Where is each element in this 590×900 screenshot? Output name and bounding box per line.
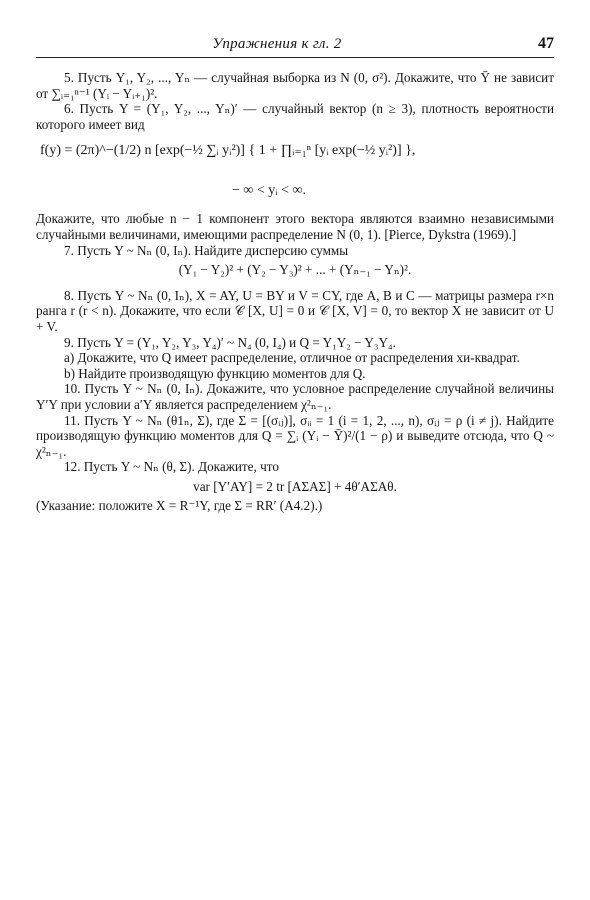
exercise-7-formula: (Y₁ − Y₂)² + (Y₂ − Y₃)² + ... + (Yₙ₋₁ − Yₙ)².	[178, 262, 412, 278]
exercise-9: 9. Пусть Y = (Y₁, Y₂, Y₃, Y₄)′ ~ N₄ (0, I₄) и Q = Y₁Y₂ − Y₃Y₄.	[64, 334, 396, 350]
exercise-12-intro: 12. Пусть Y ~ Nₙ (θ, Σ). Докажите, что	[64, 459, 279, 475]
exercise-9b: b) Найдите производящую функцию моментов для Q.	[64, 365, 366, 381]
header-rule	[36, 57, 554, 58]
exercise-10: 10. Пусть Y ~ Nₙ (0, Iₙ). Докажите, что условное распределение случайной величины Y′Y при условии a′Y является распределением χ²ₙ₋₁.	[36, 381, 554, 412]
hint: (Указание: положите X = R⁻¹Y, где Σ = RR′ (A4.2).)	[36, 498, 323, 514]
density-formula	[36, 137, 554, 207]
exercise-12-formula: var [Y′AY] = 2 tr [AΣAΣ] + 4θ′AΣAθ.	[193, 478, 397, 494]
density-formula-range: − ∞ < yᵢ < ∞.	[232, 183, 306, 199]
running-title: Упражнения к гл. 2	[212, 36, 342, 52]
exercise-6-intro: 6. Пусть Y = (Y₁, Y₂, ..., Yₙ)′ — случайный вектор (n ≥ 3), плотность вероятности которого имеет вид	[36, 101, 554, 132]
exercise-5: 5. Пусть Y₁, Y₂, ..., Yₙ — случайная выборка из N (0, σ²). Докажите, что Ȳ не зависит от ∑ᵢ₌₁ⁿ⁻¹ (Yᵢ − Yᵢ₊₁)².	[36, 70, 554, 101]
exercise-11: 11. Пусть Y ~ Nₙ (θ1ₙ, Σ), где Σ = [(σᵢⱼ)], σᵢᵢ = 1 (i = 1, 2, ..., n), σᵢⱼ = ρ (i ≠ j). Найдите производящую функцию моментов для Q = ∑ᵢ (Yᵢ − Ȳ)²/(1 − ρ) и выведите отсюда, что Q ~ χ²ₙ₋₁.	[36, 412, 554, 459]
page-number: 47	[538, 35, 554, 52]
exercise-text	[36, 70, 554, 514]
exercise-8: 8. Пусть Y ~ Nₙ (0, Iₙ), X = AY, U = BY и V = CY, где A, B и C — матрицы размера r×n ранга r (r < n). Докажите, что если 𝒞 [X, U] = 0 и 𝒞 [X, V] = 0, то вектор X не зависит от U + V.	[36, 287, 554, 334]
exercise-9a: а) Докажите, что Q имеет распределение, отличное от распределения хи-квадрат.	[64, 350, 520, 366]
exercise-7-intro: 7. Пусть Y ~ Nₙ (0, Iₙ). Найдите дисперсию суммы	[64, 242, 349, 258]
page-header	[36, 33, 554, 55]
density-formula-line: f(y) = (2π)^−(1/2) n [exp(−½ ∑ᵢ yᵢ²)] { 1 + ∏ᵢ₌₁ⁿ [yᵢ exp(−½ yᵢ²)] },	[40, 143, 416, 159]
exercise-6-conclusion: Докажите, что любые n − 1 компонент этого вектора являются взаимно независимыми случайными величинами, имеющими распределение N (0, 1). [Pierce, Dykstra (1969).]	[36, 211, 554, 242]
